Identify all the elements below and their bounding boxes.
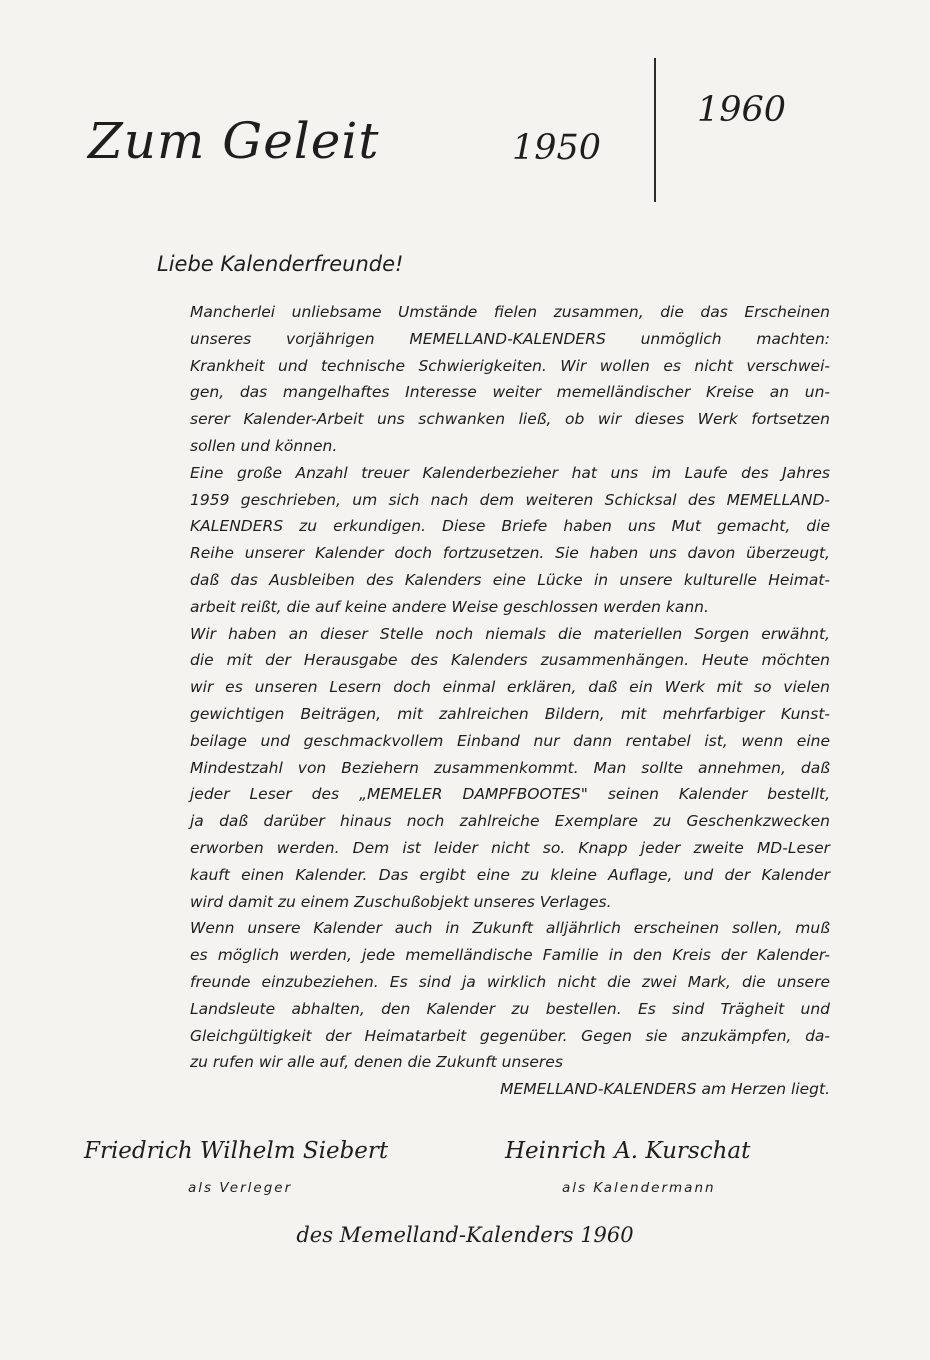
letter-line: zu rufen wir alle auf, denen die Zukunft unseres [190,1053,563,1072]
letter-line: gen, das mangelhaftes Interesse weiter memelländischer Kreise an un- [190,383,830,402]
letter-line: die mit der Herausgabe des Kalenders zusammenhängen. Heute möchten [190,651,830,670]
letter-line: gewichtigen Beiträgen, mit zahlreichen Bildern, mit mehrfarbiger Kunst- [190,704,830,723]
letter-line: wir es unseren Lesern doch einmal erklären, daß ein Werk mit so vielen [190,678,830,697]
signature-publisher-role: als Verleger [188,1180,293,1196]
letter-line: unseres vorjährigen MEMELLAND-KALENDERS unmöglich machten: [190,329,830,348]
letter-line: sollen und können. [190,436,338,455]
letter-line: Reihe unserer Kalender doch fortzusetzen. Sie haben uns davon überzeugt, [190,544,830,563]
signature-editor-role: als Kalendermann [562,1180,716,1196]
salutation: Liebe Kalenderfreunde! [157,252,404,276]
letter-line: es möglich werden, jede memelländische Familie in den Kreis der Kalender- [190,946,830,965]
letter-body [190,299,830,1103]
letter-line: ja daß darüber hinaus noch zahlreiche Exemplare zu Geschenkzwecken [190,812,830,831]
letter-line: Wenn unsere Kalender auch in Zukunft alljährlich erscheinen sollen, muß [190,919,830,938]
footer-text: des Memelland-Kalenders 1960 [296,1223,634,1247]
letter-line: Eine große Anzahl treuer Kalenderbezieher hat uns im Laufe des Jahres [190,463,830,482]
year-right: 1960 [697,90,787,130]
letter-closing-line: MEMELLAND-KALENDERS am Herzen liegt. [500,1080,830,1099]
letter-line: freunde einzubeziehen. Es sind ja wirklich nicht die zwei Mark, die unsere [190,972,830,991]
letter-line: Landsleute abhalten, den Kalender zu bestellen. Es sind Trägheit und [190,999,830,1018]
letter-line: beilage und geschmackvollem Einband nur dann rentabel ist, wenn eine [190,731,830,750]
vertical-divider [654,58,656,202]
letter-line: 1959 geschrieben, um sich nach dem weiteren Schicksal des MEMELLAND- [190,490,830,509]
letter-line: wird damit zu einem Zuschußobjekt unseres Verlages. [190,892,612,911]
year-left: 1950 [512,128,602,168]
footer-caption [0,1223,930,1247]
letter-line: KALENDERS zu erkundigen. Diese Briefe haben uns Mut gemacht, die [190,517,830,536]
letter-line: serer Kalender-Arbeit uns schwanken ließ, ob wir dieses Werk fortsetzen [190,410,830,429]
signature-publisher: Friedrich Wilhelm Siebert [84,1138,389,1164]
letter-line: daß das Ausbleiben des Kalenders eine Lücke in unsere kulturelle Heimat- [190,570,830,589]
letter-line: Mindestzahl von Beziehern zusammenkommt. Man sollte annehmen, daß [190,758,830,777]
letter-line: Mancherlei unliebsame Umstände fielen zusammen, die das Erscheinen [190,303,830,321]
letter-line: Wir haben an dieser Stelle noch niemals die materiellen Sorgen erwähnt, [190,624,830,643]
letter-line: erworben werden. Dem ist leider nicht so. Knapp jeder zweite MD-Leser [190,838,830,857]
letter-line: Gleichgültigkeit der Heimatarbeit gegenüber. Gegen sie anzukämpfen, da- [190,1026,830,1045]
page-title: Zum Geleit [88,112,380,170]
letter-line: kauft einen Kalender. Das ergibt eine zu kleine Auflage, und der Kalender [190,865,830,884]
letter-line: arbeit reißt, die auf keine andere Weise geschlossen werden kann. [190,597,709,616]
signature-editor: Heinrich A. Kurschat [505,1138,751,1164]
letter-line: jeder Leser des „MEMELER DAMPFBOOTES" seinen Kalender bestellt, [190,785,830,804]
letter-line: Krankheit und technische Schwierigkeiten. Wir wollen es nicht verschwei- [190,356,830,375]
